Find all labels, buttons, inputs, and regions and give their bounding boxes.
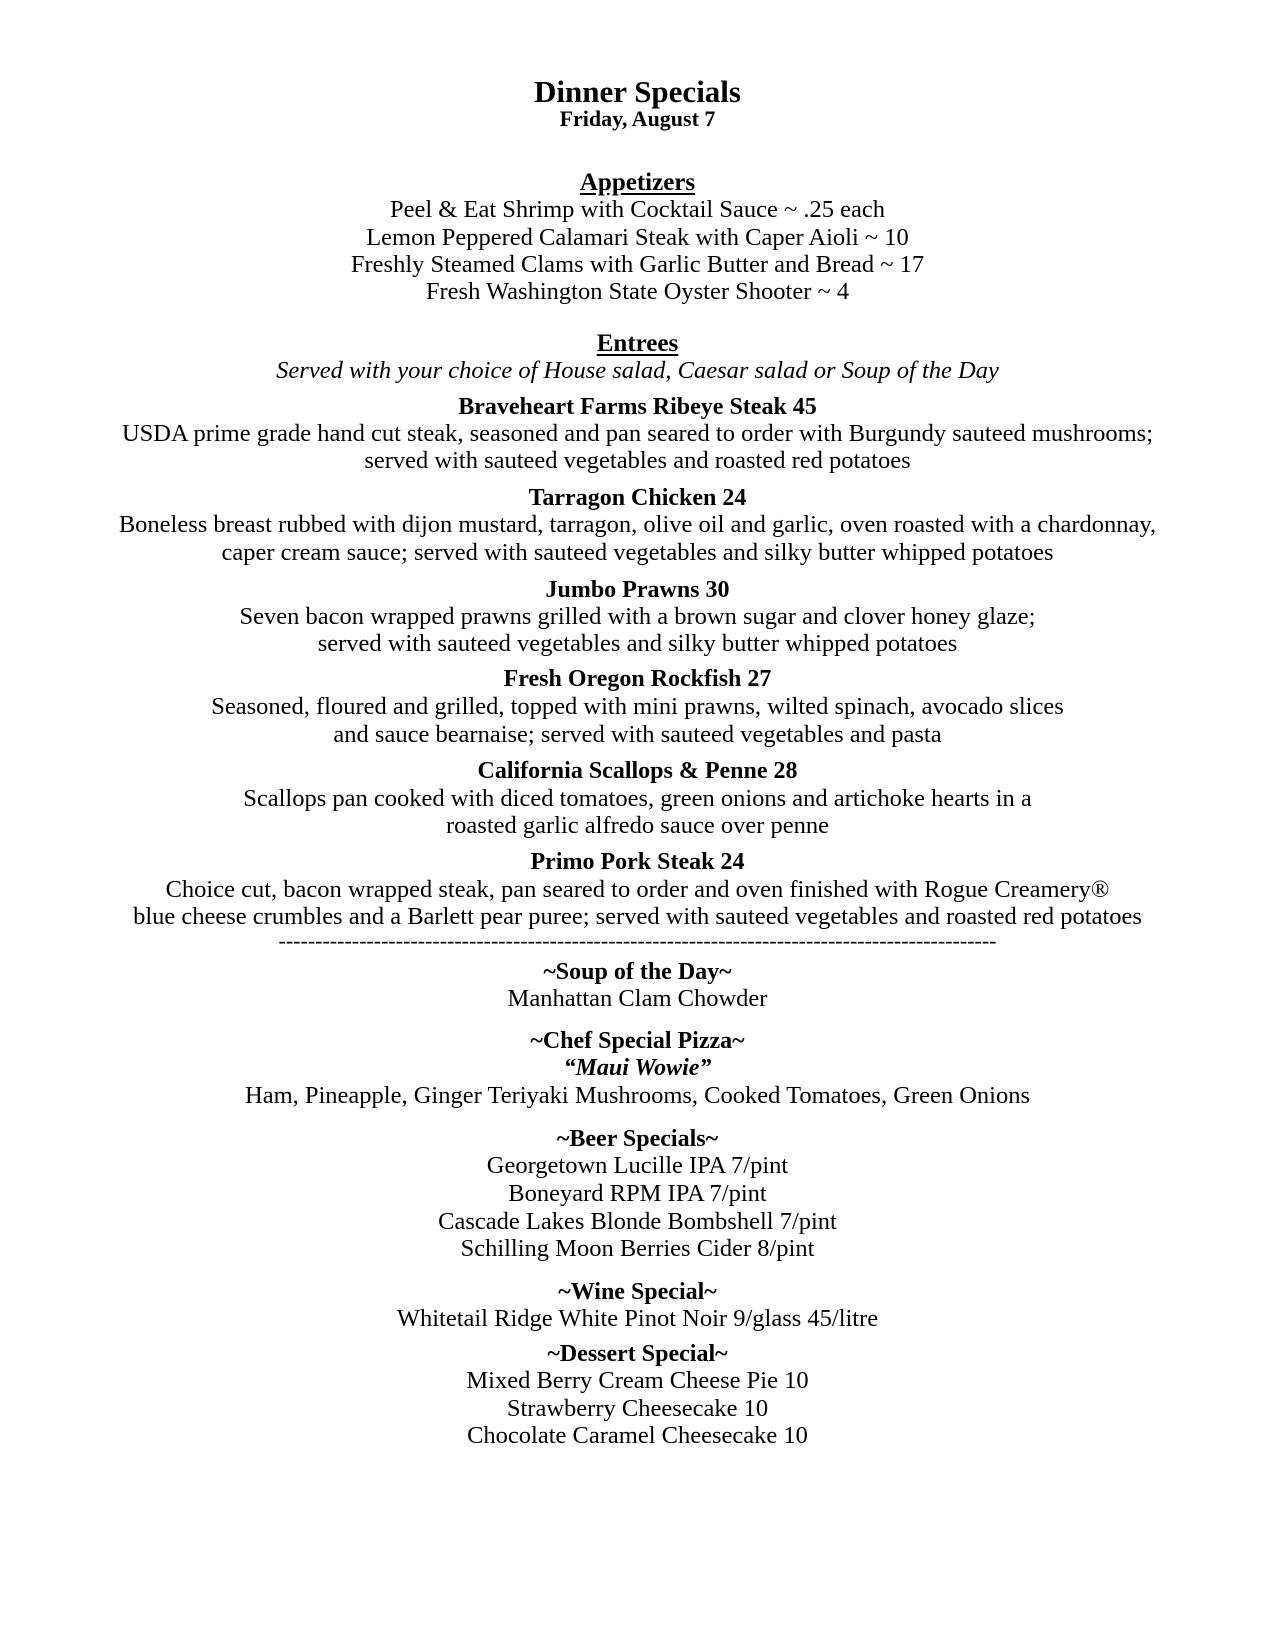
appetizer-item: Peel & Eat Shrimp with Cocktail Sauce ~ .25 each: [390, 196, 885, 223]
dish-description: USDA prime grade hand cut steak, seasoned and pan seared to order with Burgundy sauteed mushrooms;: [121, 420, 1154, 447]
appetizer-item: Fresh Washington State Oyster Shooter ~ 4: [425, 278, 850, 305]
dish-name: Tarragon Chicken 24: [528, 485, 747, 511]
dessert-item: Mixed Berry Cream Cheese Pie 10: [466, 1367, 809, 1394]
dish-description: roasted garlic alfredo sauce over penne: [446, 812, 829, 839]
wine-heading: ~Wine Special~: [558, 1279, 717, 1305]
dish-name: Primo Pork Steak 24: [530, 849, 745, 875]
dish-name: Fresh Oregon Rockfish 27: [503, 666, 772, 692]
entrees-heading: Entrees: [596, 330, 679, 357]
dish-description: served with sauteed vegetables and silky butter whipped potatoes: [317, 630, 958, 657]
beer-item: Cascade Lakes Blonde Bombshell 7/pint: [438, 1208, 837, 1235]
dish-name: Braveheart Farms Ribeye Steak 45: [458, 394, 817, 420]
dish-name: Jumbo Prawns 30: [545, 577, 730, 603]
appetizer-item: Freshly Steamed Clams with Garlic Butter and Bread ~ 17: [350, 251, 925, 278]
dessert-item: Chocolate Caramel Cheesecake 10: [467, 1422, 808, 1449]
beer-item: Schilling Moon Berries Cider 8/pint: [460, 1235, 815, 1262]
beer-item: Georgetown Lucille IPA 7/pint: [486, 1152, 789, 1179]
dessert-item: Strawberry Cheesecake 10: [506, 1395, 769, 1422]
soup-item: Manhattan Clam Chowder: [507, 985, 768, 1012]
dish-description: Boneless breast rubbed with dijon mustard, tarragon, olive oil and garlic, oven roasted with a chardonnay,: [118, 511, 1157, 538]
dish-description: and sauce bearnaise; served with sauteed vegetables and pasta: [333, 721, 942, 748]
page-title: Dinner Specials: [534, 74, 741, 109]
dish-description: Seven bacon wrapped prawns grilled with a brown sugar and clover honey glaze;: [239, 603, 1036, 630]
entrees-note: Served with your choice of House salad, Caesar salad or Soup of the Day: [276, 357, 999, 384]
dish-description: served with sauteed vegetables and roasted red potatoes: [364, 447, 911, 474]
dish-description: caper cream sauce; served with sauteed vegetables and silky butter whipped potatoes: [221, 539, 1054, 566]
section-divider: --------------------------------------------------------------------------------------------------: [278, 928, 997, 953]
dish-description: blue cheese crumbles and a Barlett pear puree; served with sauteed vegetables and roasted red potatoes: [133, 903, 1142, 930]
dish-name: California Scallops & Penne 28: [477, 758, 798, 784]
appetizers-heading: Appetizers: [579, 169, 696, 196]
pizza-heading: ~Chef Special Pizza~: [530, 1028, 745, 1054]
menu-date: Friday, August 7: [559, 106, 716, 131]
pizza-toppings: Ham, Pineapple, Ginger Teriyaki Mushrooms, Cooked Tomatoes, Green Onions: [245, 1082, 1030, 1109]
appetizer-item: Lemon Peppered Calamari Steak with Caper Aioli ~ 10: [366, 224, 909, 251]
dish-description: Scallops pan cooked with diced tomatoes, green onions and artichoke hearts in a: [243, 785, 1032, 812]
beer-heading: ~Beer Specials~: [556, 1126, 719, 1152]
wine-item: Whitetail Ridge White Pinot Noir 9/glass 45/litre: [396, 1305, 879, 1332]
dish-description: Seasoned, floured and grilled, topped with mini prawns, wilted spinach, avocado slices: [211, 693, 1064, 720]
dessert-heading: ~Dessert Special~: [547, 1341, 728, 1367]
soup-heading: ~Soup of the Day~: [543, 959, 732, 985]
dish-description: Choice cut, bacon wrapped steak, pan seared to order and oven finished with Rogue Creamery®: [165, 876, 1110, 903]
pizza-name: “Maui Wowie”: [563, 1055, 712, 1081]
beer-item: Boneyard RPM IPA 7/pint: [508, 1180, 767, 1207]
